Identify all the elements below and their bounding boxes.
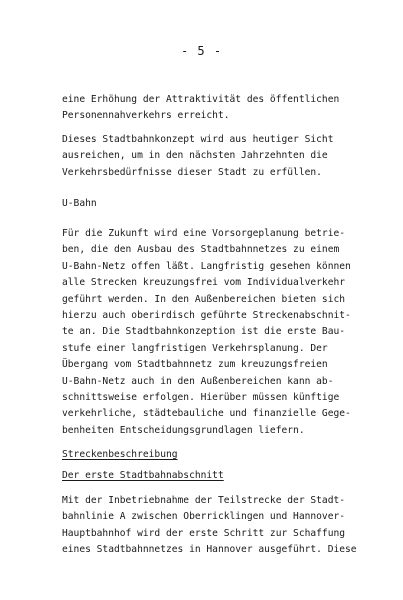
heading-strecken-block	[62, 447, 382, 463]
section-heading-ubahn: U-Bahn	[62, 198, 97, 209]
text-line: geführt werden. In den Außenbereichen bieten sich	[62, 293, 346, 305]
heading-abschnitt-block	[62, 468, 382, 484]
paragraph-4	[62, 493, 382, 559]
text-line: Für die Zukunft wird eine Vorsorgeplanung betrie-	[62, 228, 346, 239]
text-line: alle Strecken kreuzungsfrei vom Individualverkehr	[62, 277, 346, 289]
section-heading-streckenbeschreibung: Streckenbeschreibung	[62, 449, 178, 460]
paragraph-2	[62, 132, 382, 181]
text-line: Verkehrsbedürfnisse dieser Stadt zu erfüllen.	[62, 166, 322, 178]
text-line: hierzu auch oberirdisch geführte Streckenabschnit-	[62, 310, 351, 322]
text-line: verkehrliche, städtebauliche und finanzielle Gege-	[62, 408, 351, 420]
text-line: ausreichen, um in den nächsten Jahrzehnten die	[62, 150, 328, 162]
text-line: Dieses Stadtbahnkonzept wird aus heutiger Sicht	[62, 134, 334, 145]
text-line: U-Bahn-Netz auch in den Außenbereichen kann ab-	[62, 375, 334, 387]
text-line: benheiten Entscheidungsgrundlagen liefern.	[62, 424, 305, 436]
text-line: Übergang vom Stadtbahnnetz zum kreuzungsfreien	[62, 359, 328, 371]
paragraph-3	[62, 226, 382, 439]
page-number: - 5 -	[180, 44, 223, 58]
heading-ubahn-block	[62, 196, 382, 212]
text-line: eine Erhöhung der Attraktivität des öffentlichen	[62, 94, 340, 105]
text-line: ben, die den Ausbau des Stadtbahnnetzes zu einem	[62, 244, 340, 256]
text-line: te an. Die Stadtbahnkonzeption ist die erste Bau-	[62, 326, 346, 338]
text-line: bahnlinie A zwischen Oberricklingen und Hannover-	[62, 511, 346, 523]
text-line: schnittsweise erfolgen. Hierüber müssen künftige	[62, 392, 340, 404]
paragraph-1	[62, 92, 382, 125]
text-line: Personennahverkehrs erreicht.	[62, 110, 230, 122]
text-line: stufe einer langfristigen Verkehrsplanung. Der	[62, 342, 328, 354]
text-line: eines Stadtbahnnetzes in Hannover ausgeführt. Diese	[62, 544, 357, 556]
subsection-heading-erster-abschnitt: Der erste Stadtbahnabschnitt	[62, 470, 224, 481]
text-line: Mit der Inbetriebnahme der Teilstrecke der Stadt-	[62, 495, 346, 506]
text-line: Hauptbahnhof wird der erste Schritt zur Schaffung	[62, 527, 346, 539]
text-line: U-Bahn-Netz offen läßt. Langfristig gesehen können	[62, 260, 351, 272]
